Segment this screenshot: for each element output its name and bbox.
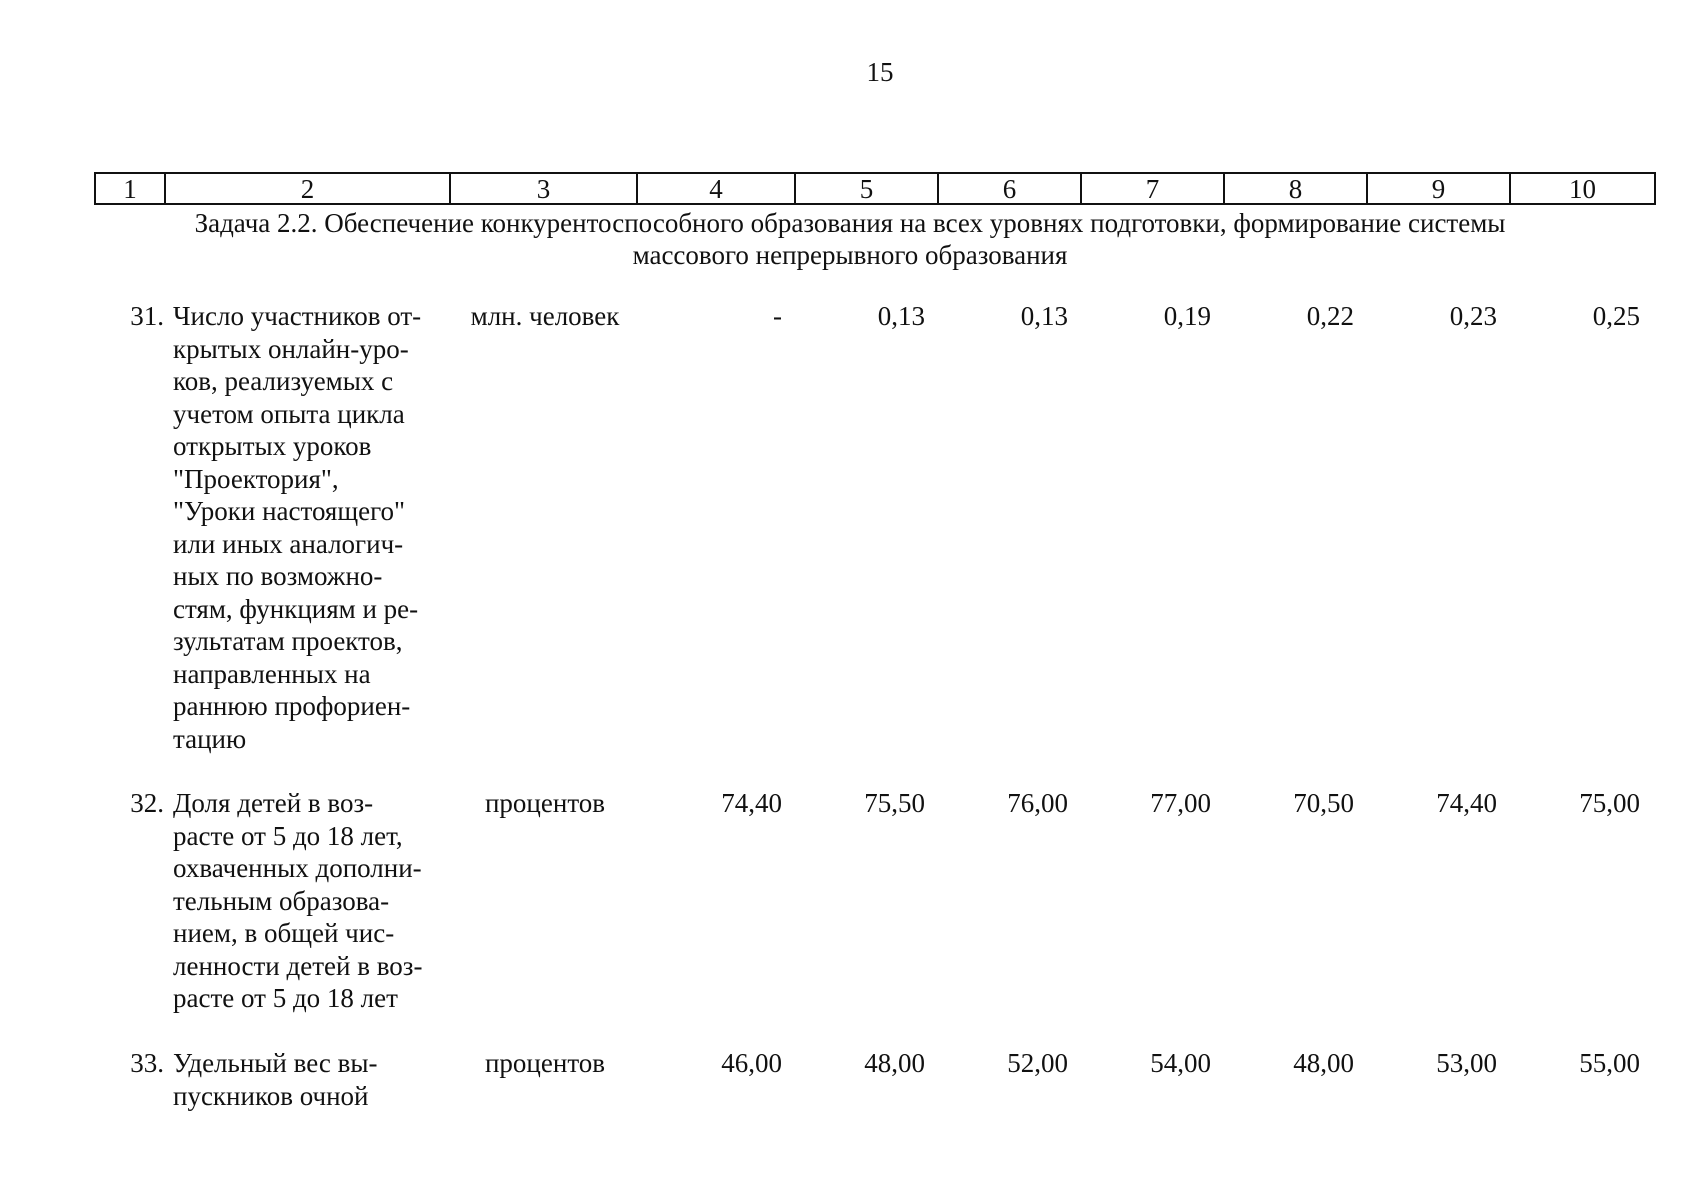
value-col-8: 0,22 bbox=[1306, 301, 1354, 331]
value-col-9: 74,40 bbox=[1436, 788, 1497, 818]
name-line: Удельный вес вы- bbox=[173, 1048, 378, 1078]
value-col-7: 54,00 bbox=[1150, 1048, 1211, 1078]
name-line: направленных на bbox=[173, 658, 371, 689]
name-line: охваченных дополни- bbox=[173, 853, 422, 883]
name-line: раннюю профориен- bbox=[173, 691, 411, 721]
indicator-name bbox=[173, 1047, 443, 1112]
column-number-3: 3 bbox=[450, 173, 637, 204]
value-col-7: 0,19 bbox=[1163, 301, 1211, 331]
value-col-10: 55,00 bbox=[1579, 1048, 1640, 1078]
indicator-name bbox=[173, 787, 443, 1015]
column-number-8: 8 bbox=[1224, 173, 1367, 204]
column-number-2: 2 bbox=[165, 173, 450, 204]
value-col-5: 0,13 bbox=[877, 301, 925, 331]
value-col-4: - bbox=[773, 301, 782, 331]
value-col-7: 77,00 bbox=[1150, 788, 1211, 818]
value-col-4: 74,40 bbox=[721, 788, 782, 818]
task-heading: Задача 2.2. Обеспечение конкурентоспособного образования на всех уровнях подготовки, формирование системы массового непрерывного образования bbox=[194, 208, 1506, 270]
name-line: или иных аналогич- bbox=[173, 528, 404, 559]
unit-of-measure: процентов bbox=[484, 788, 606, 818]
name-line: крытых онлайн-уро- bbox=[173, 333, 409, 364]
name-line: ных по возможно- bbox=[173, 561, 383, 591]
name-line: пускников очной bbox=[173, 1080, 369, 1111]
indicator-rows bbox=[94, 300, 1654, 1127]
row-number: 32. bbox=[130, 788, 164, 818]
unit-of-measure: млн. человек bbox=[470, 301, 620, 331]
table-row bbox=[94, 787, 1654, 1047]
name-line: "Проектория", bbox=[173, 463, 339, 494]
name-line: Число участников от- bbox=[173, 301, 422, 331]
value-col-6: 76,00 bbox=[1007, 788, 1068, 818]
value-col-5: 75,50 bbox=[864, 788, 925, 818]
row-number: 33. bbox=[130, 1048, 164, 1078]
column-number-header bbox=[94, 172, 1656, 205]
name-line: расте от 5 до 18 лет bbox=[173, 983, 398, 1013]
name-line: тельным образова- bbox=[173, 885, 390, 916]
column-number-6: 6 bbox=[938, 173, 1081, 204]
column-number-4: 4 bbox=[637, 173, 795, 204]
name-line: учетом опыта цикла bbox=[173, 398, 405, 429]
value-col-9: 0,23 bbox=[1449, 301, 1497, 331]
name-line: ленности детей в воз- bbox=[173, 950, 423, 981]
value-col-10: 75,00 bbox=[1579, 788, 1640, 818]
value-col-9: 53,00 bbox=[1436, 1048, 1497, 1078]
name-line: ков, реализуемых с bbox=[173, 366, 394, 396]
name-line: Доля детей в воз- bbox=[173, 788, 374, 818]
value-col-10: 0,25 bbox=[1592, 301, 1640, 331]
column-number-7: 7 bbox=[1081, 173, 1224, 204]
value-col-8: 48,00 bbox=[1293, 1048, 1354, 1078]
row-number: 31. bbox=[130, 301, 164, 331]
name-line: расте от 5 до 18 лет, bbox=[173, 820, 403, 851]
name-line: "Уроки настоящего" bbox=[173, 496, 406, 526]
name-line: открытых уроков bbox=[173, 431, 372, 461]
value-col-4: 46,00 bbox=[721, 1048, 782, 1078]
name-line: нием, в общей чис- bbox=[173, 918, 395, 948]
column-number-1: 1 bbox=[95, 173, 165, 204]
column-number-10: 10 bbox=[1510, 173, 1655, 204]
table-row bbox=[94, 1047, 1654, 1127]
name-line: тацию bbox=[173, 723, 247, 754]
column-number-5: 5 bbox=[795, 173, 938, 204]
value-col-5: 48,00 bbox=[864, 1048, 925, 1078]
indicator-name bbox=[173, 300, 443, 755]
page-number: 15 bbox=[866, 57, 894, 87]
unit-of-measure: процентов bbox=[484, 1048, 606, 1078]
value-col-6: 0,13 bbox=[1020, 301, 1068, 331]
value-col-8: 70,50 bbox=[1293, 788, 1354, 818]
value-col-6: 52,00 bbox=[1007, 1048, 1068, 1078]
table-row bbox=[94, 300, 1654, 787]
name-line: стям, функциям и ре- bbox=[173, 593, 419, 624]
name-line: зультатам проектов, bbox=[173, 626, 403, 656]
column-number-9: 9 bbox=[1367, 173, 1510, 204]
